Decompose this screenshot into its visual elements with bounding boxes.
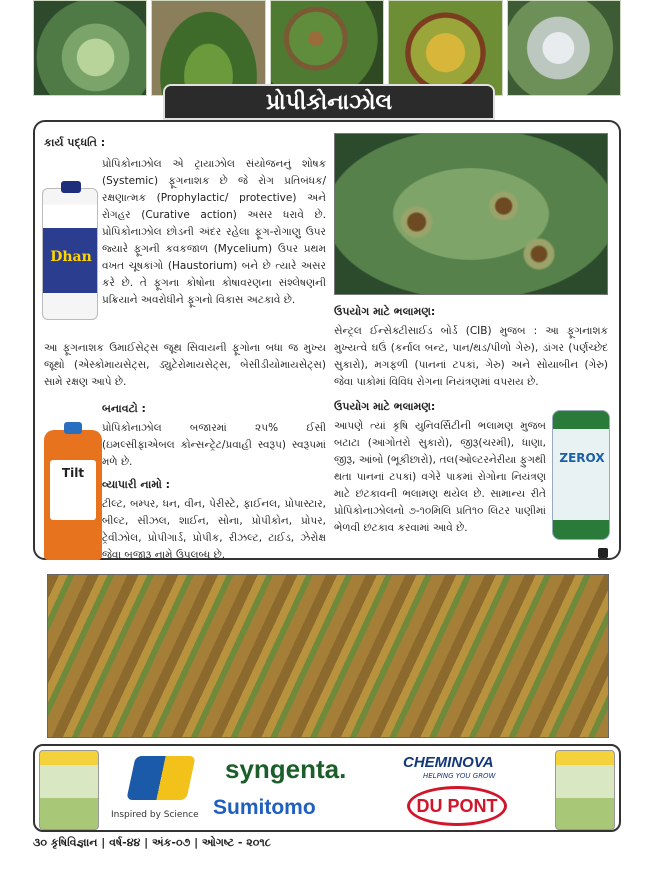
zerox-product-bottle (552, 410, 610, 540)
sumitomo-logo: Sumitomo (213, 796, 316, 819)
mode-of-action-heading: કાર્ય પદ્ધતિ : (44, 136, 106, 149)
trade-names-body: ટીલ્ટ, બમ્પર, ધન, વીન, પેરીસ્ટે, ફાઈનલ, પ્રોપાસ્ટાર, બીલ્ટ, સીઝલ, શાઈન, સોના, પ્રોપીકોન, પ્રોપર, ટ્રેવીઝોલ, પ્રોપીગાર્ડ, પ્રોપીક, રીઝલ્ટ, ટાઈડ, ઝેરોક્ષ જેવા બજારૂ નામે ઉપલબ્ધ છે. (102, 498, 326, 561)
bottle-cap (61, 181, 81, 193)
end-mark-icon (598, 548, 608, 558)
leaf-spot-photo (270, 0, 384, 96)
recommended-use-cib-body: સેન્ટ્રલ ઈન્સેક્ટીસાઈડ બોર્ડ (CIB) મુજબ : આ ફૂગનાશક મુખ્યત્વે ઘઉં (કર્નાલ બન્ટ, પાન/થડ/પીળો ગેરુ), ડાંગર (પર્ણચ્છેદ સુકારો), મગફળી (પાનનાં ટપકાં, ગેરુ) અને સોયાબીન (ગેરુ) જેવા પાકોમાં વિવિધ રોગના નિયંત્રણમાં વપરાય છે. (334, 325, 608, 388)
yellow-leaf-photo (388, 0, 502, 96)
syngenta-logo: syngenta. (225, 754, 347, 784)
pi-tagline: Inspired by Science (111, 810, 199, 820)
cheminova-tagline: HELPING YOU GROW (423, 772, 496, 780)
magazine-cover-thumbnail (555, 750, 615, 830)
recommended-use-university-heading: ઉપયોગ માટે ભલામણ: (334, 400, 436, 413)
tilt-product-bottle (44, 430, 102, 560)
page-footer: ૩૦ કૃષિવિજ્ઞાન | વર્ષ-૪૪ | અંક-૦૭ | ઓગષ્ટ - ૨૦૧૮ (33, 836, 271, 849)
formulation-heading: બનાવટો : (102, 402, 146, 415)
cheminova-logo: CHEMINOVA (403, 754, 494, 771)
formulation-body: પ્રોપિકોનાઝોલ બજારમાં ૨૫% ઈસી (ઇમલ્સીફાએબલ કોન્સન્ટ્રેટ/પ્રવાહી સ્વરૂપ) સ્વરૂપમાં મળે છે. (102, 422, 326, 468)
recommended-use-university-body: આપણે ત્યાં કૃષિ યુનિવર્સિટીની ભલામણ મુજબ બટાટા (આગોતરો સુકારો), જીરૂ(ચરમી), ધાણા, જીરૂ, આંબો (ભૂકીછારો), તલ(ઓલ્ટરનેરીયા ફુગથી થતા પાનનાં ટપકાં) વગેરે પાકમાં રોગોના નિયંત્રણ માટે છંટકાવની ભલામણ થયેલ છે. સામાન્ય રીતે પ્રોપિકોનાઝોલનો ૭-૧૦મિલિ પ્રતિ૧૦ લિટર પાણીમાં ભેળવી છંટકાવ કરવામાં આવે છે. (334, 420, 546, 534)
magazine-cover-thumbnail (39, 750, 99, 830)
bottle-cap (64, 422, 82, 434)
header-photo-strip (33, 0, 621, 96)
wheat-rust-photo (47, 574, 609, 738)
cabbage-disease-photo (33, 0, 147, 96)
dhan-label: Dhan (50, 249, 92, 265)
dhan-product-bottle (42, 188, 98, 320)
mode-of-action-body2: આ ફૂગનાશક ઉમાઈસેટ્સ જૂથ સિવાયની ફૂગોના બધા જ મુખ્ય જૂથો (એસ્કોમાયસેટ્સ, ડ્યુટેરોમાયસેટ્સ, બેસીડીયોમાયસેટ્સ) સામે રક્ષણ આપે છે. (44, 342, 326, 388)
zerox-label: ZEROX (559, 451, 605, 465)
page-title: પ્રોપીકોનાઝોલ (265, 89, 393, 115)
trade-names-heading: વ્યાપારી નામો : (102, 478, 171, 491)
plant-disease-photo (151, 0, 265, 96)
pi-industries-logo-icon (126, 756, 195, 800)
mode-of-action-body: પ્રોપિકોનાઝોલ એ ટ્રાયાઝોલ સંયોજનનું શોષક (Systemic) ફૂગનાશક છે જે રોગ પ્રતિબંધક/રક્ષણાત્મક (Prophylactic/ protective) અને રોગહર (Curative action) અસર ધરાવે છે. પ્રોપિકોનાઝોલ છોડની અંદર રહેલા ફૂગ-રોગાણુ ઉપર જ્યારે ફૂગની કવકજાળ (Mycelium) ઉપર પ્રથમ વખત ચૂષકાંગો (Haustorium) બને છે ત્યારે અસર કરે છે. તે ફૂગના કોષોના કોષાવરણના સંશ્લેષણની પ્રક્રિયાને અવરોધીને ફૂગનો વિકાસ અટકાવે છે. (102, 158, 326, 306)
recommended-use-cib-heading: ઉપયોગ માટે ભલામણ: (334, 305, 436, 318)
tilt-label: Tilt (50, 460, 96, 520)
sponsor-bar (33, 744, 621, 832)
powdery-mildew-photo (507, 0, 621, 96)
infected-leaf-photo (334, 133, 608, 295)
page-title-banner (163, 84, 495, 120)
dupont-logo: DU PONT (407, 786, 507, 826)
